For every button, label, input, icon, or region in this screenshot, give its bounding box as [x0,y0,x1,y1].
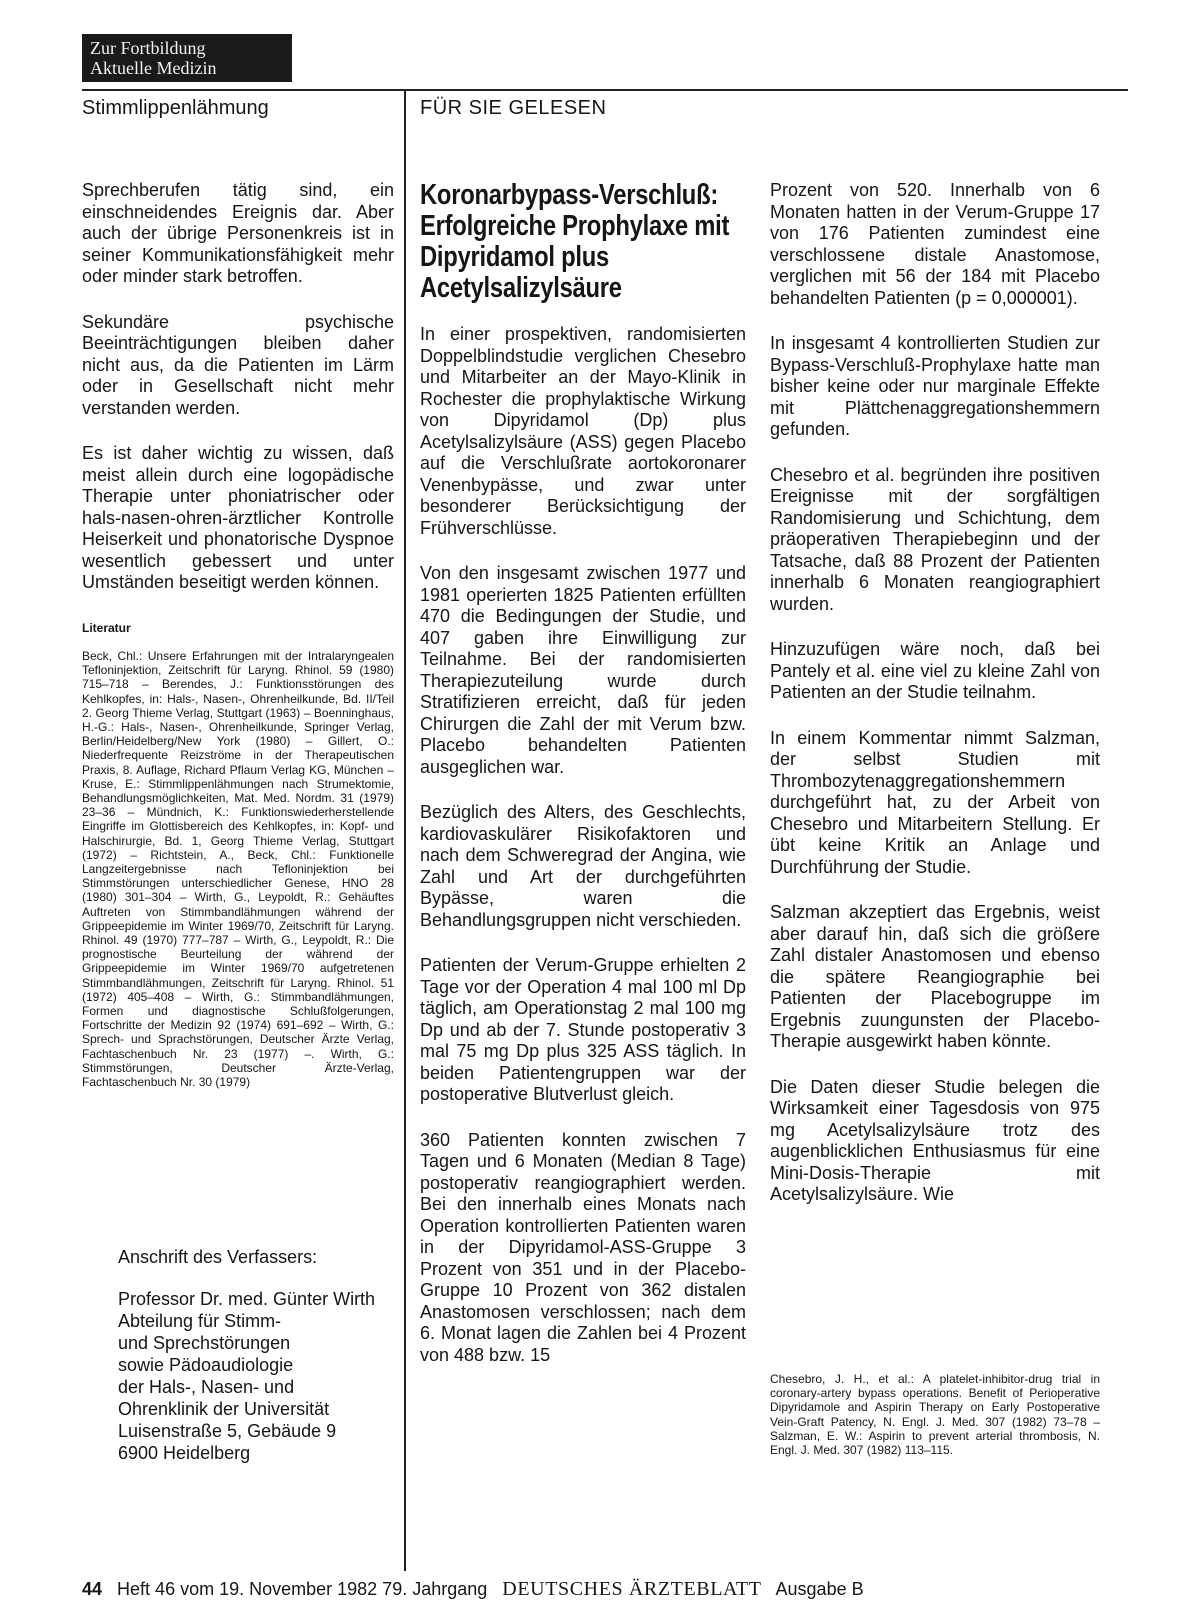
article-paragraph: In insgesamt 4 kontrollierten Studien zur Bypass-Verschluß-Prophylaxe hatte man bisher keine oder nur marginale Effekte mit Plättchenaggregationshemmern gefunden. [770,333,1100,439]
badge-line-2: Aktuelle Medizin [90,58,217,78]
article-references: Chesebro, J. H., et al.: A platelet-inhibitor-drug trial in coronary-artery bypass operations. Benefit of Perioperative Dipyridamole and Aspirin Therapy on Early Postoperative Vein-Graft Patency, N. Engl. J. Med. 307 (1982) 73–78 – Salzman, E. W.: Aspirin to prevent arterial thrombosis, N. Engl. J. Med. 307 (1982) 113–115. [770,1372,1100,1458]
article-headline: Koronarbypass-Verschluß: Erfolgreiche Prophylaxe mit Dipyridamol plus Acetylsalizylsäure [420,179,730,304]
article-paragraph: In einem Kommentar nimmt Salzman, der selbst Studien mit Thrombozytenaggregationshemmern durchgeführt hat, zu der Arbeit von Chesebro und Mitarbeitern Stellung. Er übt keine Kritik an Anlage und Durchführung der Studie. [770,727,1100,877]
address-line: Luisenstraße 5, Gebäude 9 [118,1421,337,1441]
address-line: 6900 Heidelberg [118,1443,251,1463]
badge-line-1: Zur Fortbildung [90,38,206,58]
article-paragraph: Prozent von 520. Innerhalb von 6 Monaten hatten in der Verum-Gruppe 17 von 176 Patienten zumindest eine verschlossene distale Anastomose, verglichen mit 56 der 184 mit Placebo behandelten Patienten (p = 0,000001). [770,180,1100,308]
article-paragraph: Patienten der Verum-Gruppe erhielten 2 Tage vor der Operation 4 mal 100 ml Dp täglich, am Operationstag 2 mal 100 mg Dp und ab der 7. Stunde postoperativ 3 mal 75 mg Dp plus 325 ASS täglich. In beiden Patientengruppen war der postoperative Blutverlust gleich. [420,955,746,1104]
page-number: 44 [82,1579,103,1599]
left-paragraph: Sekundäre psychische Beeinträchtigungen bleiben daher nicht aus, da die Patienten im Lärm oder in Gesellschaft nicht mehr verstanden werden. [82,311,394,418]
article-paragraph: 360 Patienten konnten zwischen 7 Tagen und 6 Monaten (Median 8 Tage) postoperativ reangiographiert werden. Bei den innerhalb eines Monats nach Operation kontrollierten Patienten waren in der Dipyridamol-ASS-Gruppe 3 Prozent von 351 und in der Placebo-Gruppe 10 Prozent von 362 distalen Anastomosen verschlossen; nach dem 6. Monat lagen die Zahlen bei 4 Prozent von 488 bzw. 15 [420,1129,746,1365]
left-paragraph: Es ist daher wichtig zu wissen, daß meist allein durch eine logopädische Therapie unter phoniatrischer oder hals-nasen-ohren-ärztlicher Kontrolle Heiserkeit und phonatorische Dyspnoe wesentlich gebessert und unter Umständen beseitigt werden können. [82,443,394,592]
edition-info: Ausgabe B [775,1579,864,1599]
column-divider [404,89,406,1571]
left-paragraph: Sprechberufen tätig sind, ein einschneidendes Ereignis dar. Aber auch der übrige Personenkreis ist in seiner Kommunikationsfähigkeit mehr oder minder stark betroffen. [82,180,394,286]
article-paragraph: Von den insgesamt zwischen 1977 und 1981 operierten 1825 Patienten erfüllten 470 die Bedingungen der Studie, und 407 gaben ihre Einwilligung zur Teilnahme. Bei der randomisierten Therapiezuteilung wurde durch Stratifizieren erreicht, daß für jeden Chirurgen die Zahl der mit Verum bzw. Placebo behandelten Patienten ausgeglichen war. [420,563,746,777]
article-paragraph: Bezüglich des Alters, des Geschlechts, kardiovaskulärer Risikofaktoren und nach dem Schweregrad der Angina, wie Zahl und Art der durchgeführten Bypässe, waren die Behandlungsgruppen nicht verschieden. [420,802,746,930]
middle-column [420,180,746,1390]
left-section-title: Stimmlippenlähmung [82,97,269,119]
address-line: sowie Pädoaudiologie [118,1355,294,1375]
section-badge [82,34,292,82]
right-section-title: FÜR SIE GELESEN [420,97,607,119]
page-footer [82,1578,864,1601]
top-rule [82,89,1128,91]
left-column [82,180,394,1113]
address-line: der Hals-, Nasen- und [118,1377,295,1397]
literature-heading: Literatur [82,620,131,635]
address-line: Abteilung für Stimm- [118,1311,282,1331]
article-paragraph: Chesebro et al. begründen ihre positiven Ereignisse mit der sorgfältigen Randomisierung und Schichtung, dem präoperativen Therapiebeginn und der Tatsache, daß 88 Prozent der Patienten innerhalb 6 Monaten reangiographiert wurden. [770,464,1100,614]
article-paragraph: Salzman akzeptiert das Ergebnis, weist aber darauf hin, daß sich die größere Zahl distaler Anastomosen und ebenso die spätere Reangiographie bei Patienten der Placebogruppe im Ergebnis zuungunsten der Placebo-Therapie ausgewirkt haben könnte. [770,902,1100,1051]
address-line: und Sprechstörungen [118,1333,291,1353]
article-paragraph: Die Daten dieser Studie belegen die Wirksamkeit einer Tagesdosis von 975 mg Acetylsalizylsäure trotz des augenblicklichen Enthusiasmus für eine Mini-Dosis-Therapie mit Acetylsalizylsäure. Wie [770,1076,1100,1204]
address-heading: Anschrift des Verfassers: [118,1247,318,1267]
right-column [770,180,1100,1230]
address-line: Ohrenklinik der Universität [118,1399,330,1419]
address-line: Professor Dr. med. Günter Wirth [118,1289,376,1309]
literature-list: Beck, Chl.: Unsere Erfahrungen mit der Intralaryngealen Tefloninjektion, Zeitschrift für Laryng. Rhinol. 59 (1980) 715–718 – Berendes, J.: Funktionsstörungen des Kehlkopfes, in: Hals-, Nasen-, Ohrenheilkunde, Bd. II/Teil 2. Georg Thieme Verlag, Stuttgart (1963) – Boenninghaus, H.-G.: Hals-, Nasen-, Ohrenheilkunde, Springer Verlag, Berlin/Heidelberg/New York (1980) – Gillert, O.: Niederfrequente Reizströme in der Therapeutischen Praxis, 8. Auflage, Richard Pflaum Verlag KG, München – Kruse, E.: Stimmlippenlähmungen nach Strumektomie, Behandlungsmöglichkeiten, Mat. Med. Nordm. 31 (1979) 23–36 – Mündnich, K.: Funktionswiederherstellende Eingriffe im Glottisbereich des Kehlkopfes, in: Kopf- und Halschirurgie, Bd. 1, Georg Thieme Verlag, Stuttgart (1972) – Richtstein, A., Beck, Chl.: Funktionelle Langzeitergebnisse nach Tefloninjektion bei Stimmstörungen unterschiedlicher Genese, HNO 28 (1980) 301–304 – Wirth, G., Leypoldt, R.: Gehäuftes Auftreten von Stimmbandlähmungen während der Grippeepidemie im Winter 1969/70, Zeitschrift für Laryng. Rhinol. 49 (1970) 777–787 – Wirth, G., Leypoldt, R.: Die prognostische Beurteilung der während der Grippeepidemie im Winter 1969/70 aufgetretenen Stimmbandlähmungen, Zeitschrift für Laryng. Rhinol. 51 (1972) 405–408 – Wirth, G.: Stimmbandlähmungen, Formen und diagnostische Schlußfolgerungen, Fortschritte der Medizin 92 (1974) 691–692 – Wirth, G.: Sprech- und Sprachstörungen, Deutscher Ärzte Verlag, Fachtaschenbuch Nr. 23 (1977) –. Wirth, G.: Stimmstörungen, Deutscher Ärzte-Verlag, Fachtaschenbuch Nr. 30 (1979) [82,649,394,1090]
journal-name: DEUTSCHES ÄRZTEBLATT [502,1578,762,1600]
issue-info: Heft 46 vom 19. November 1982 79. Jahrgang [117,1579,488,1599]
article-paragraph: Hinzuzufügen wäre noch, daß bei Pantely et al. eine viel zu kleine Zahl von Patienten an der Studie teilnahm. [770,639,1100,702]
article-paragraph: In einer prospektiven, randomisierten Doppelblindstudie verglichen Chesebro und Mitarbeiter an der Mayo-Klinik in Rochester die prophylaktische Wirkung von Dipyridamol (Dp) plus Acetylsalizylsäure (ASS) gegen Placebo auf die Verschlußrate aortokoronarer Venenbypässe, und zwar unter besonderer Berücksichtigung der Frühverschlüsse. [420,324,746,538]
author-address [118,1246,398,1464]
